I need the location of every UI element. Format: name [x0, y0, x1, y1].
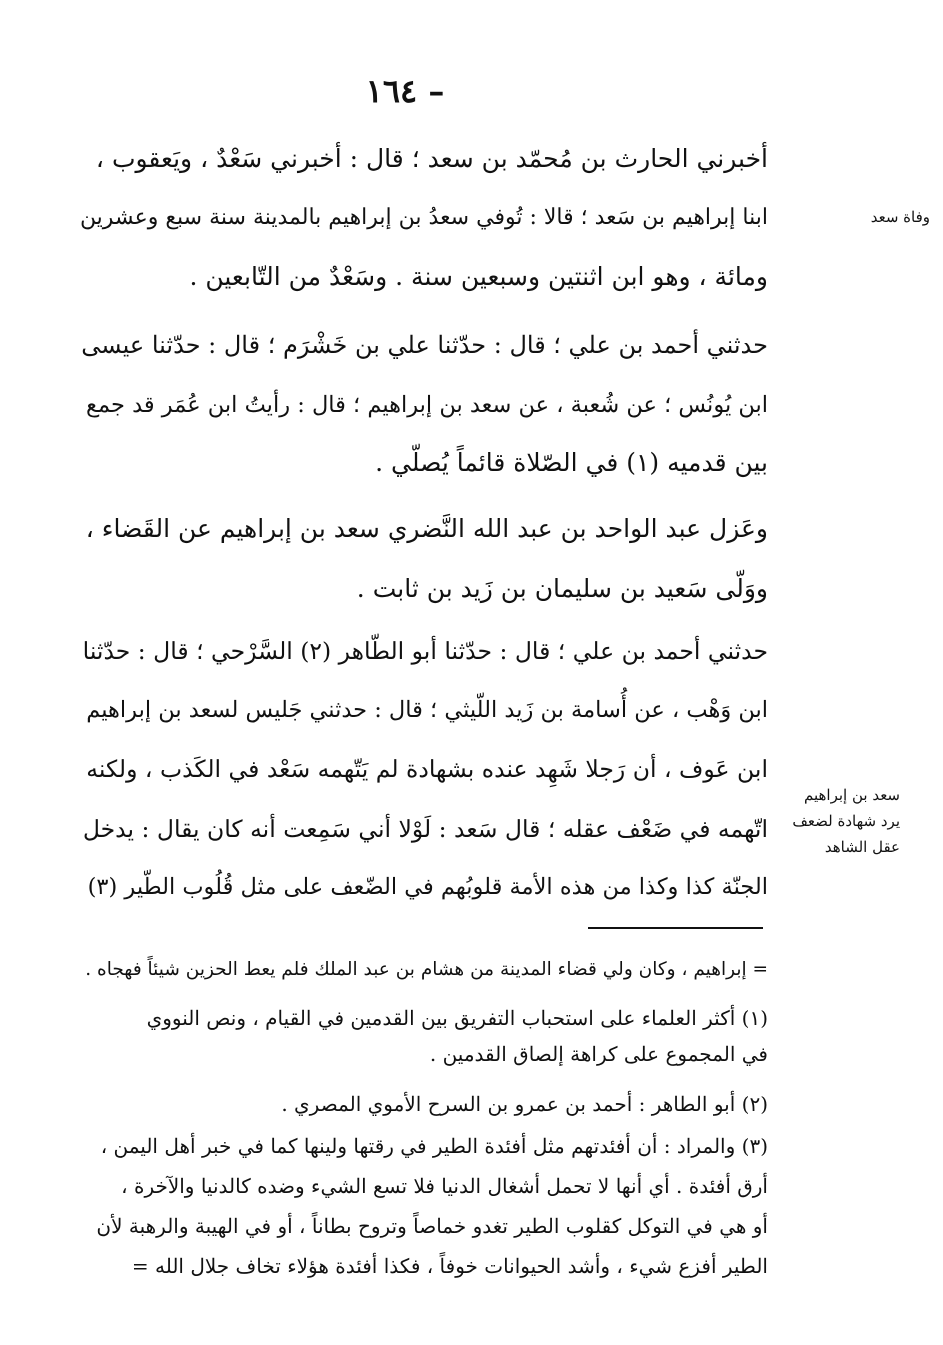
- margin-note-testimony: [780, 782, 900, 860]
- margin-note-line: يرد شهادة لضعف: [792, 812, 900, 830]
- footnote-line: أرق أفئدة . أي أنها لا تحمل أشغال الدنيا فلا تسع الشيء وضده كالدنيا والآخرة ،: [121, 1174, 768, 1198]
- main-text-line: ابن عَوف ، أن رَجلا شَهِد عنده بشهادة لم يَتّهمه سَعْد في الكَذب ، ولكنه: [86, 755, 768, 783]
- footnote-line: في المجموع على كراهة إلصاق القدمين .: [429, 1042, 768, 1066]
- footnote-line: (١) أكثر العلماء على استحباب التفريق بين القدمين في القيام ، ونص النووي: [146, 1006, 768, 1030]
- footnote-separator: [588, 927, 763, 929]
- main-text-line: حدثني أحمد بن علي ؛ قال : حدّثنا علي بن خَشْرَم ؛ قال : حدّثنا عيسى: [81, 331, 768, 359]
- main-text-line: وعَزل عبد الواحد بن عبد الله النَّضري سعد بن إبراهيم عن القَضاء ،: [85, 514, 768, 543]
- main-text-line: ابن يُونُس ؛ عن شُعبة ، عن سعد بن إبراهيم ؛ قال : رأيتُ ابن عُمَر قد جمع: [86, 392, 768, 418]
- main-text-line: ووَلّى سَعيد بن سليمان بن زَيد بن ثابت .: [356, 574, 768, 603]
- main-text-line: الجنّة كذا وكذا من هذه الأمة قلوبُهم في الضّعف على مثل قُلُوب الطّير (٣): [87, 874, 768, 900]
- margin-note-death-of-saad: [790, 204, 930, 230]
- footnote-line: (٢) أبو الطاهر : أحمد بن عمرو بن السرح الأموي المصري .: [281, 1092, 768, 1116]
- main-text-line: اتّهمه في ضَعْف عقله ؛ قال سَعد : لَوْلا أني سَمِعت أنه كان يقال : يدخل: [82, 815, 768, 843]
- footnote-line: الطير أفزع شيء ، وأشد الحيوانات خوفاً ، فكذا أفئدة هؤلاء تخاف جلال الله =: [131, 1254, 768, 1278]
- margin-note-line: وفاة سعد: [870, 208, 930, 226]
- main-text-line: حدثني أحمد بن علي ؛ قال : حدّثنا أبو الطّاهر (٢) السَّرْحي ؛ قال : حدّثنا: [82, 637, 768, 665]
- footnote-line: أو هي في التوكل كقلوب الطير تغدو خماصاً وتروح بطاناً ، أو في الهيبة والرهبة لأن: [96, 1214, 768, 1238]
- main-text-line: ابنا إبراهيم بن سَعد ؛ قالا : تُوفي سعدُ بن إبراهيم بالمدينة سنة سبع وعشرين: [79, 205, 768, 230]
- footnote-line: (٣) والمراد : أن أفئدتهم مثل أفئدة الطير في رقتها ولينها كما في خبر أهل اليمن ،: [100, 1134, 768, 1158]
- footnote-line: = إبراهيم ، وكان ولي قضاء المدينة من هشام بن عبد الملك فلم يعط الحزين شيئاً فهجاه .: [85, 959, 768, 980]
- main-text-line: بين قدميه (١) في الصّلاة قائماً يُصلّي .: [375, 448, 768, 477]
- main-text-line: ومائة ، وهو ابن اثنتين وسبعين سنة . وسَعْدٌ من التّابعين .: [189, 262, 768, 291]
- margin-note-line: عقل الشاهد: [824, 838, 900, 856]
- margin-note-line: سعد بن إبراهيم: [803, 786, 900, 804]
- main-text-line: أخبرني الحارث بن مُحمّد بن سعد ؛ قال : أخبرني سَعْدٌ ، ويَعقوب ،: [95, 144, 768, 173]
- main-text-line: ابن وَهْب ، عن أُسامة بن زَيد اللّيثي ؛ قال : حدثني جَليس لسعد بن إبراهيم: [86, 697, 768, 723]
- page-number: – ١٦٤: [365, 72, 445, 110]
